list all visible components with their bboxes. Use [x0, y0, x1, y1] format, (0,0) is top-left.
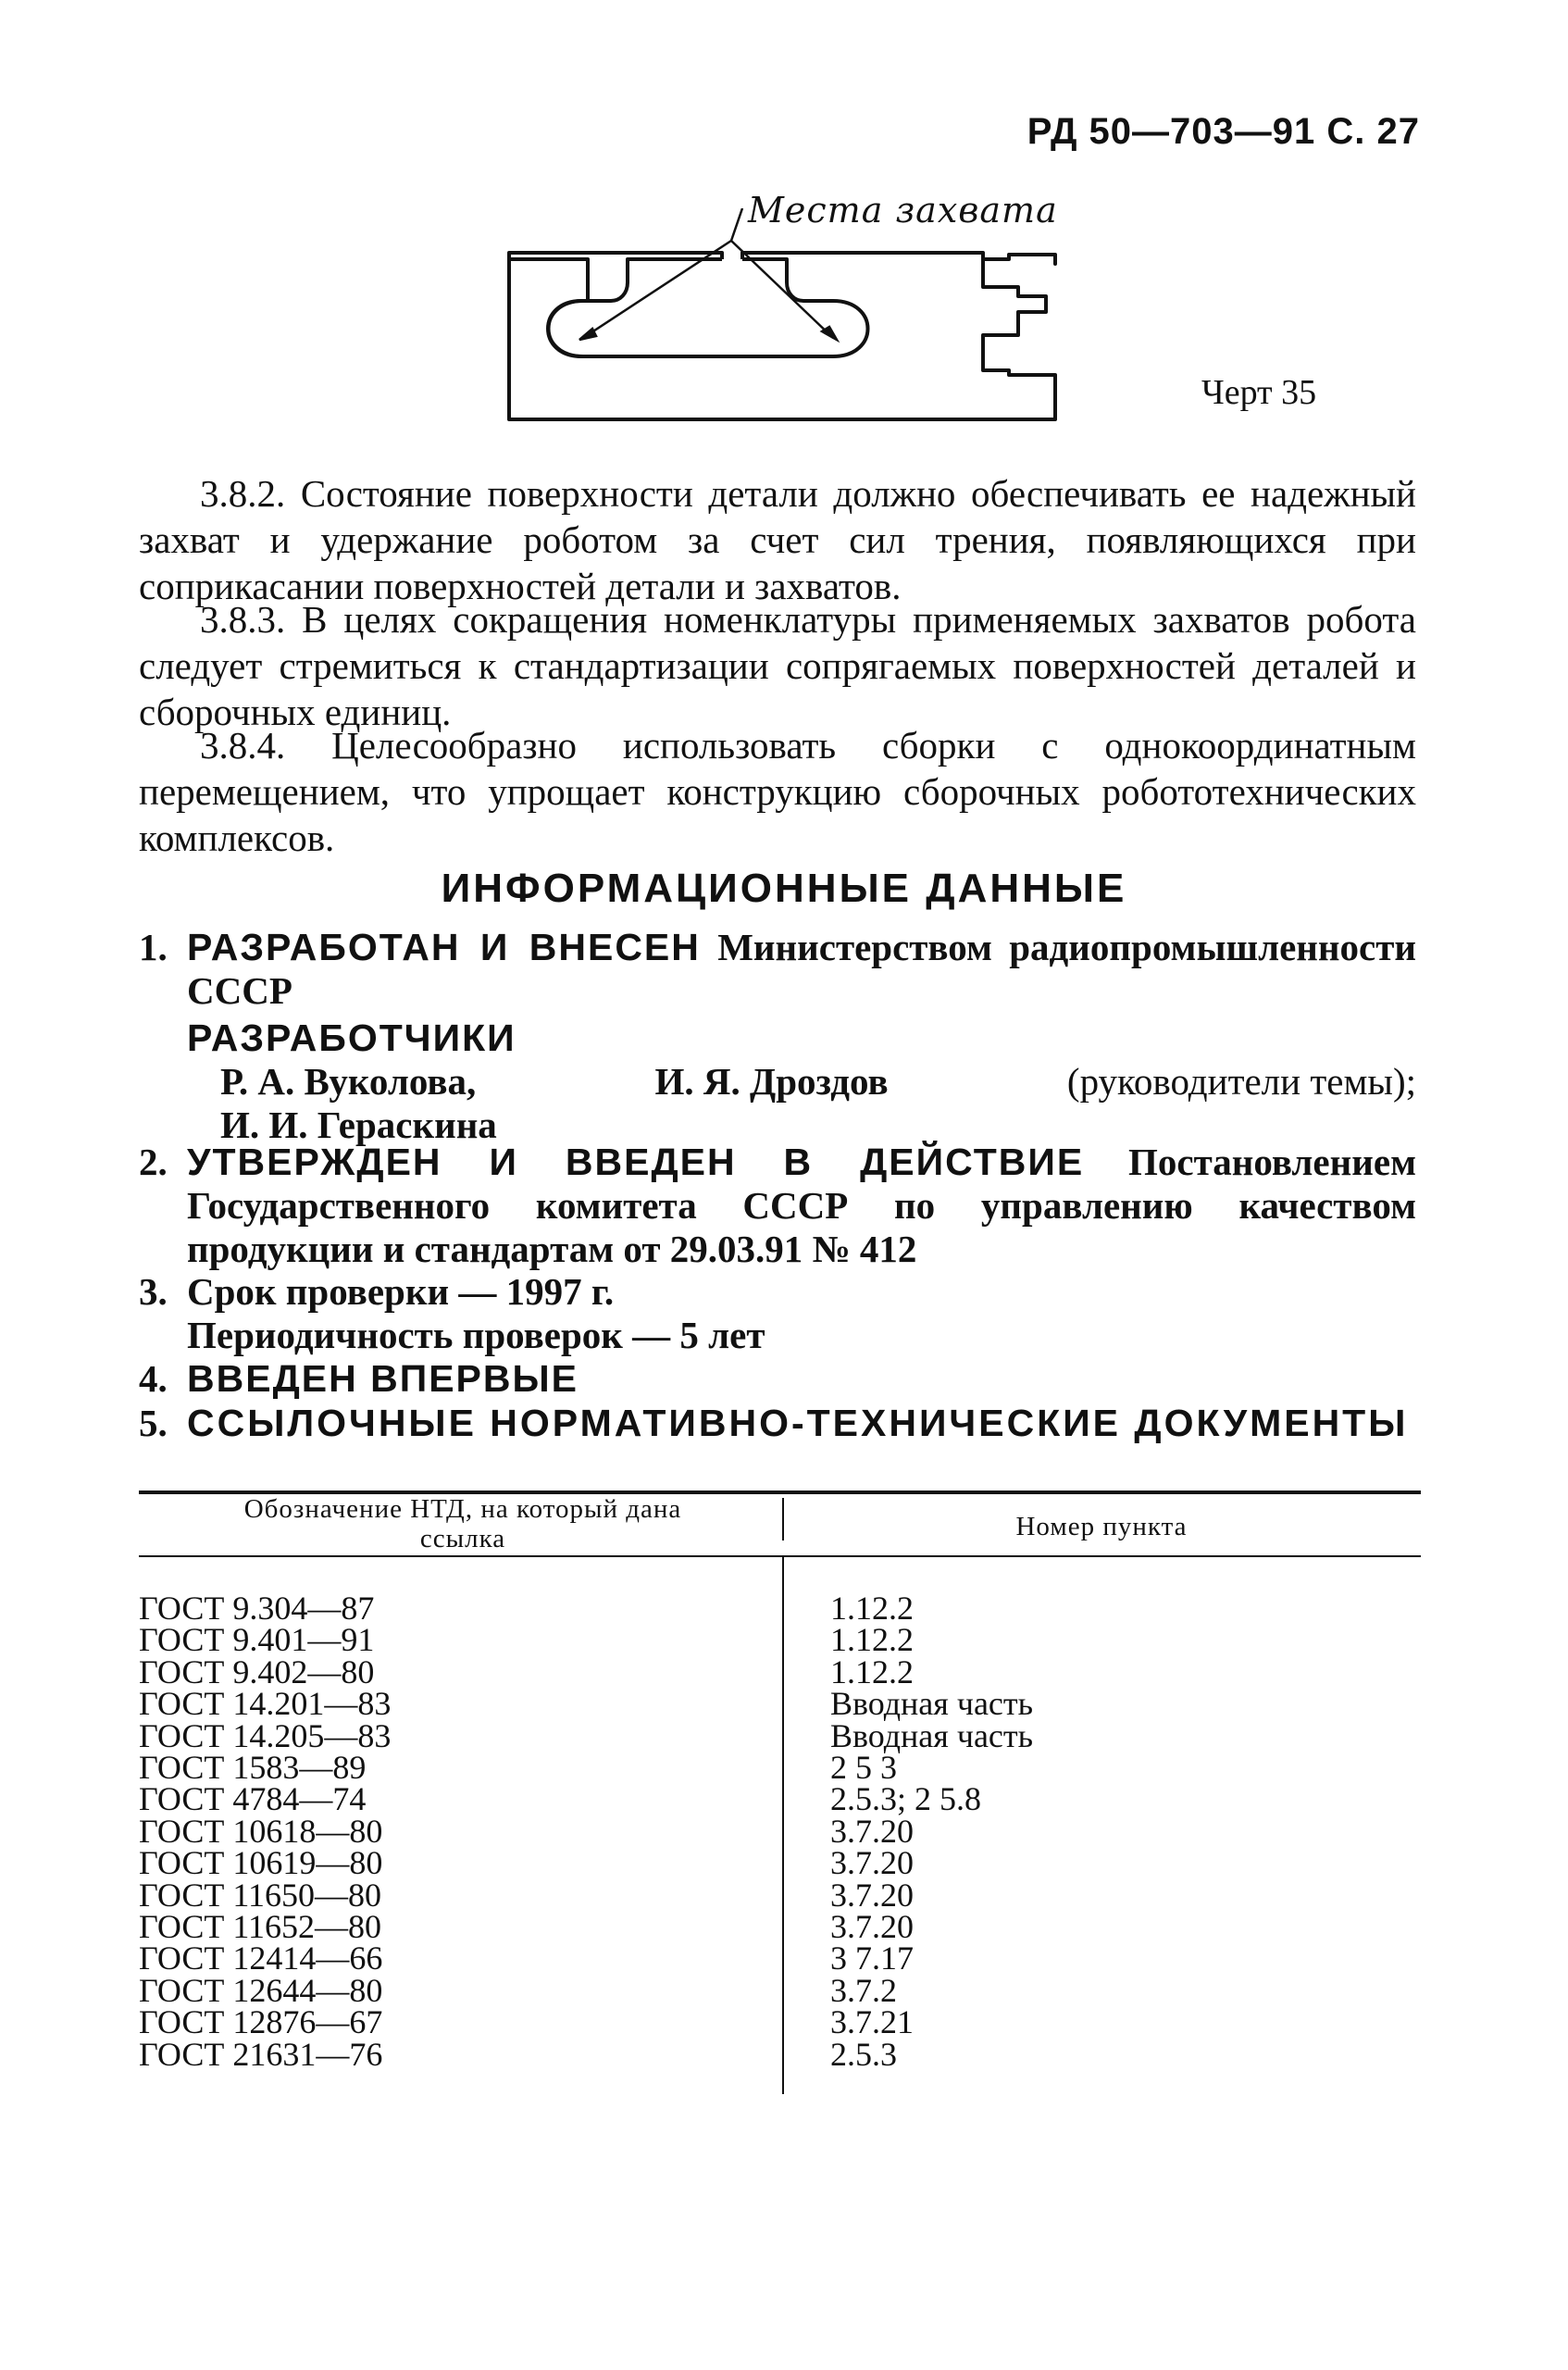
left-grip-slot	[581, 259, 722, 301]
item-number: 1.	[139, 926, 168, 968]
info-item-3	[139, 1270, 1416, 1357]
part-drawing	[500, 208, 1083, 430]
right-grip-slot	[548, 259, 868, 356]
paragraph-3-8-3: 3.8.3. В целях сокращения номенклатуры применяемых захватов робота следует стремиться к стандартизации сопрягаемых поверхностей деталей и сборочных единиц.	[139, 598, 1416, 733]
info-item-1	[139, 926, 1416, 1147]
figure-label: Места захвата	[748, 190, 1058, 231]
info-item-4	[139, 1357, 1416, 1401]
section-title: ИНФОРМАЦИОННЫЕ ДАННЫЕ	[441, 866, 1127, 911]
table-header-clause: Номер пункта	[1015, 1512, 1188, 1541]
item4-heading: ВВЕДЕН ВПЕРВЫЕ	[187, 1357, 579, 1400]
item-number: 5.	[139, 1402, 168, 1444]
table-header-divider	[782, 1498, 784, 1540]
item-number: 2.	[139, 1141, 168, 1183]
review-term: Срок проверки — 1997 г.	[187, 1270, 615, 1313]
item-number: 3.	[139, 1270, 168, 1313]
table-column-clause: 1.12.2 1.12.2 1.12.2 Вводная часть Вводная часть 2 5 3 2.5.3; 2 5.8 3.7.20 3.7.20 3.7.20 3.7.20 3 7.17 3.7.2 3.7.21 2.5.3	[830, 1590, 1034, 2073]
review-period: Периодичность проверок — 5 лет	[187, 1314, 765, 1356]
developers-heading: РАЗРАБОТЧИКИ	[187, 1017, 516, 1059]
item1-heading: РАЗРАБОТАН И ВНЕСЕН	[187, 926, 701, 968]
info-item-5	[139, 1402, 1416, 1445]
table-header-rule	[139, 1555, 1421, 1557]
paragraph-3-8-2: 3.8.2. Состояние поверхности детали должно обеспечивать ее надежный захват и удержание роботом за счет сил трения, появляющихся при соприкасании поверхностей детали и захватов.	[139, 472, 1416, 607]
developer-name: И. Я. Дроздов	[654, 1060, 889, 1103]
item-number: 4.	[139, 1357, 168, 1400]
developer-name: И. И. Гераскина	[220, 1104, 497, 1146]
developers-role: (руководители темы);	[1066, 1060, 1416, 1103]
item5-heading: ССЫЛОЧНЫЕ НОРМАТИВНО-ТЕХНИЧЕСКИЕ ДОКУМЕНТЫ	[187, 1402, 1409, 1444]
page-header: РД 50—703—91 С. 27	[1027, 111, 1420, 152]
table-column-divider	[782, 1557, 784, 2094]
item1-text: Министерством радиопромышленности СССР	[187, 926, 1416, 1012]
table-header-ntd: Обозначение НТД, на который дана ссылка	[243, 1494, 682, 1553]
paragraph-3-8-4: 3.8.4. Целесообразно использовать сборки с однокоординатным перемещением, что упрощает конструкцию сборочных робототехнических комплексов.	[139, 724, 1416, 859]
item2-heading: УТВЕРЖДЕН И ВВЕДЕН В ДЕЙСТВИЕ	[187, 1141, 1085, 1183]
figure-caption: Черт 35	[1201, 373, 1317, 412]
developer-name: Р. А. Вуколова,	[220, 1060, 477, 1103]
item2-text: Постановлением Государственного комитета СССР по управлению качеством продукции и стандартам от 29.03.91 № 412	[187, 1141, 1417, 1270]
info-item-2	[139, 1141, 1416, 1271]
table-column-ntd: ГОСТ 9.304—87 ГОСТ 9.401—91 ГОСТ 9.402—80 ГОСТ 14.201—83 ГОСТ 14.205—83 ГОСТ 1583—89 ГОСТ 4784—74 ГОСТ 10618—80 ГОСТ 10619—80 ГОСТ 11650—80 ГОСТ 11652—80 ГОСТ 12414—66 ГОСТ 12644—80 ГОСТ 12876—67 ГОСТ 21631—76	[139, 1590, 392, 2073]
